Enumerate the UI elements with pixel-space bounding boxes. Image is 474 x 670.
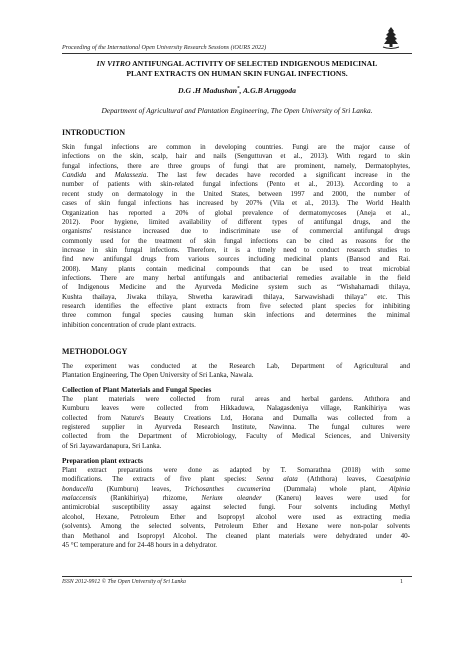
text-line: Skin fungal infections are common in developing countries. Fungi are the major cause of: [62, 143, 410, 151]
page-number: 1: [400, 579, 403, 585]
methodology-paragraph: [62, 362, 410, 381]
text-line: Kushta thailaya, Jiwaka thilaya, Shwetha karawiradi thilaya, Sarwawishadi thilaya” etc. This: [62, 292, 410, 301]
text-line: than Methanol and Isopropyl Alcohol. The cleaned plant materials were dehydrated under 40-: [62, 531, 410, 540]
preparation-heading: Preparation plant extracts: [62, 457, 143, 465]
university-seal-icon: [380, 26, 402, 50]
preparation-paragraph: [62, 466, 410, 550]
text-line: recent study on dermatology in the United States, between 1997 and 2000, the number of: [62, 189, 410, 198]
text-line: 2012). Poor hygiene, limited availability of different types of antifungal drugs, and the: [62, 217, 410, 226]
text-line: The experiment was conducted at the Research Lab, Department of Agricultural and: [62, 362, 410, 370]
author-rest: , A.G.B Aruggoda: [239, 86, 296, 95]
text-line: Candida and Malassezia. The last few decades have recorded a significant increase in the: [62, 171, 410, 180]
text-line: antimicrobial susceptibility assay against selected fungi. Four solvents including Methyl: [62, 503, 410, 512]
paper-title: [62, 59, 412, 78]
authors: [62, 86, 412, 95]
text-line: (solvents). Among the selected solvents, Petroleum Ether and Hexane were non-polar solvents: [62, 522, 410, 531]
text-line: Organization has reported a 20% of global prevalence of dermatomycoses (Aneja et al.,: [62, 208, 410, 217]
footer-rule: [62, 576, 412, 577]
text-line: modifications. The extracts of five plant species: Senna alata (Aththora) leaves, Caesalpinia: [62, 475, 410, 484]
text-line: registered supplier in Ayurveda Research Institute, Nawinna. The fungal cultures were: [62, 423, 410, 432]
text-line: Plantation Engineering, The Open University of Sri Lanka, Nawala.: [62, 371, 254, 380]
text-line: infections. There are many herbal antifungals and antibacterial remedies available in the field: [62, 274, 410, 283]
intro-paragraph: [62, 143, 410, 330]
text-line: fungal infections, there are three groups of fungi that are prominent, namely, Dermatophytes,: [62, 161, 410, 170]
text-line: of Indigenous Medicine and the Ayurveda Medicine system such as “Wishaharnadi thilaya,: [62, 283, 410, 292]
text-line: three common fungal species causing human skin infections and determines the minimal: [62, 311, 410, 320]
text-line: alcohol, Hexane, Petroleum Ether and Isopropyl alcohol were used as extracting media: [62, 512, 410, 521]
text-line: infections on the skin, scalp, hair and nails (Senguttuvan et al., 2013). With regard to skin: [62, 152, 410, 161]
running-head: Proceeding of the International Open University Research Sessions (iOURS 2022): [62, 44, 267, 51]
text-line: bonducella (Kumburu) leaves, Trichosanthes cucumerina (Dummala) whole plant, Alpinia: [62, 484, 411, 493]
title-line2: PLANT EXTRACTS ON HUMAN SKIN FUNGAL INFECTIONS.: [126, 68, 348, 78]
affiliation: Department of Agricultural and Plantation Engineering, The Open University of Sri Lanka.: [101, 106, 373, 115]
issn-footer: ISSN 2012-9912 © The Open University of Sri Lanka: [62, 579, 186, 585]
text-line: number of patients with skin-related fungal infections (Pento et al., 2013). According to a: [62, 180, 410, 189]
text-line: commonly used for the treatment of skin fungal infections can be cited as reasons for the: [62, 236, 410, 245]
text-line: find new antifungal drugs from various sources including medicinal plants (Bansod and Rai.: [62, 255, 410, 264]
text-line: increase in skin fungal infections. Therefore, it is a timely need to conduct research studies to: [62, 245, 410, 254]
text-line: 2008). Many plants contain medicinal compounds that can be used to treat microbial: [62, 264, 410, 273]
title-italic: IN VITRO: [96, 59, 131, 68]
text-line: Plant extract preparations were done as adapted by T. Somarathna (2018) with some: [62, 466, 410, 474]
collection-heading: Collection of Plant Materials and Fungal Species: [62, 386, 212, 394]
text-line: organisms' resistance increased due to indiscriminate use of commercial antifungal drugs: [62, 227, 410, 236]
text-line: Kumburu leaves were collected from Hikkaduwa, Nalagasdeniya village, Rankihiriya was: [62, 404, 410, 413]
text-line: of Sri Jayawardanapura, Sri Lanka.: [62, 441, 162, 450]
text-line: malaccensis (Rankihiriya) rhizome, Nerium oleander (Kaneru) leaves were used for: [62, 494, 410, 503]
author-1: D.G .H Madushan: [178, 86, 237, 95]
text-line: cases of skin fungal infections has increased by 207% (Vila et al., 2013). The World Health: [62, 199, 410, 208]
text-line: research identifies the effective plant extracts from five selected plant species for inhibiting: [62, 302, 410, 311]
header-rule: [62, 53, 412, 54]
corresponding-mark: *: [237, 86, 240, 92]
text-line: inhibition concentration of crude plant extracts.: [62, 320, 196, 329]
collection-paragraph: [62, 395, 410, 451]
intro-heading: INTRODUCTION: [62, 128, 126, 137]
text-line: 45 °C temperature and for 24-48 hours in a dehydrator.: [62, 540, 218, 549]
text-line: collected from Nature's Beauty Creations Ltd, Horana and Dumalla was collected from a: [62, 413, 410, 422]
text-line: The plant materials were collected from rural areas and herbal gardens. Aththora and: [62, 395, 410, 403]
title-rest: ANTIFUNGAL ACTIVITY OF SELECTED INDIGENOUS MEDICINAL: [130, 59, 378, 68]
methodology-heading: METHODOLOGY: [62, 347, 128, 356]
text-line: collected from the Department of Microbiology, Faculty of Medical Sciences, and University: [62, 432, 410, 441]
